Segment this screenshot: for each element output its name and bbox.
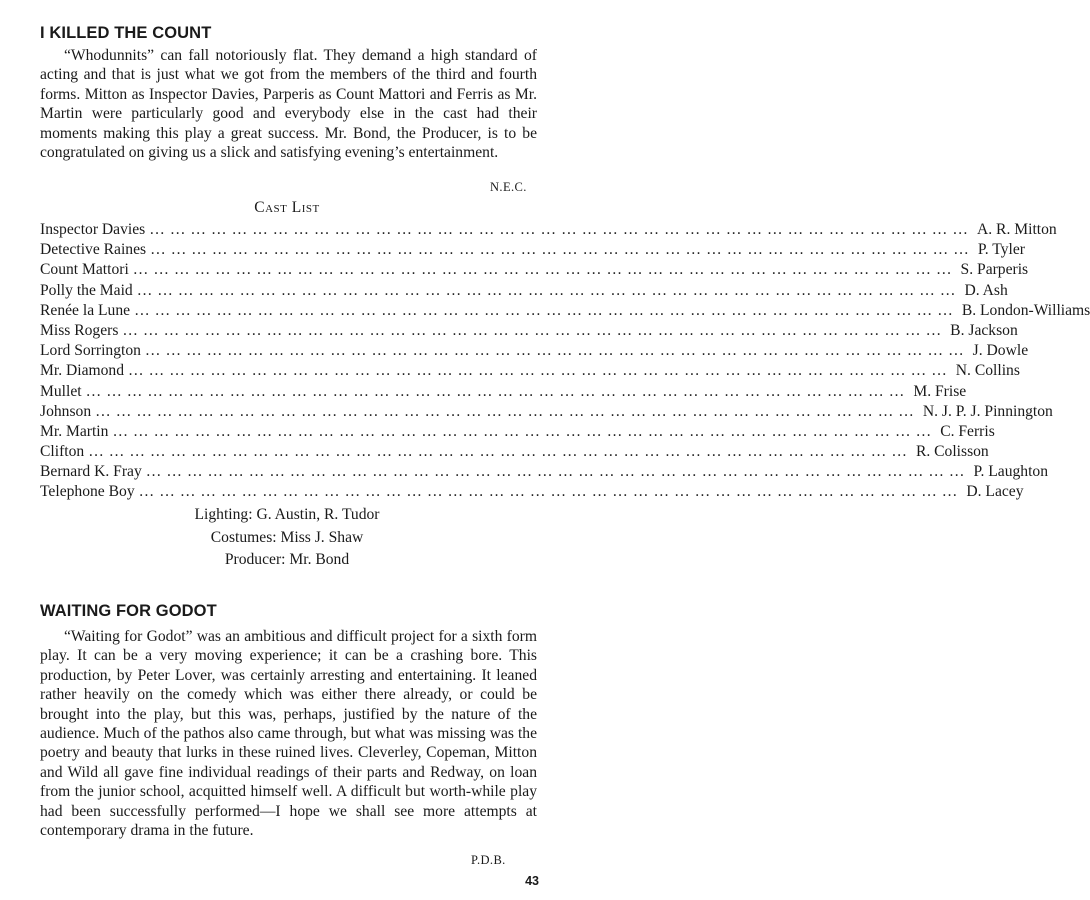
cast-row [40,382,967,403]
leader-dots: ………………………………………………………………………………………………………… [112,422,937,440]
cast-row [40,402,1053,423]
cast-actor: M. Frise [913,382,967,400]
cast-actor: P. Tyler [977,241,1025,259]
leader-dots: ………………………………………………………………………………………………………… [138,483,963,501]
cast-row [40,342,1029,362]
cast-actor: N. Collins [955,362,1020,380]
cast-role: Mr. Diamond [40,362,125,380]
cast-role: Lord Sorrington [40,342,141,360]
cast-role: Renée la Lune [40,301,131,319]
leader-dots: ………………………………………………………………………………………………………… [128,362,952,380]
leader-dots: ………………………………………………………………………………………………………… [144,342,969,360]
cast-list-title: Cast List [254,199,320,216]
cast-role: Detective Raines [40,241,147,259]
leader-dots: ………………………………………………………………………………………………………… [145,463,970,481]
cast-role: Bernard K. Fray [40,463,142,481]
cast-actor: D. Ash [964,281,1008,299]
page-number: 43 [525,874,539,888]
cast-role: Mr. Martin [40,422,109,440]
leader-dots: ………………………………………………………………………………………………………… [134,301,958,319]
cast-actor: B. Jackson [950,321,1018,339]
cast-row [40,281,1008,302]
section-heading-i-killed-the-count: I KILLED THE COUNT [40,24,212,42]
cast-role: Miss Rogers [40,321,119,339]
review-paragraph-count [40,46,537,162]
cast-row [40,261,1029,281]
cast-list [40,221,1090,504]
review-text: “Waiting for Godot” was an ambitious and difficult project for a sixth form play. It can be a very moving experience; it can be a crashing bore. This production, by Peter Lover, was certainly arresting and entertaining. It leaned rather heavily on the comedy which was either there already, or could be brought into the play, but this was, perhaps, justified by the nature of the audience. Much of the pathos also came through, but what was missing was the poetry and beauty that lurks in these ruined lives. Cleverley, Copeman, Mitton and Wild all gave fine individual readings of their parts and Redway, on loan from the junior school, acquitted himself well. A difficult but worth-while play had been successfully performed—I hope we shall see more attempts at contemporary drama in the future. [40,628,537,840]
cast-row [40,301,1090,322]
cast-actor: S. Parperis [960,261,1029,279]
cast-row [40,362,1020,382]
leader-dots: ………………………………………………………………………………………………………… [136,281,961,299]
reviewer-signature: N.E.C. [490,180,527,194]
cast-row [40,221,1057,241]
cast-role: Count Mattori [40,261,129,279]
cast-row [40,422,995,443]
leader-dots: ………………………………………………………………………………………………………… [85,382,910,400]
leader-dots: ………………………………………………………………………………………………………… [132,261,957,279]
cast-actor: N. J. P. J. Pinnington [922,402,1053,420]
review-paragraph-godot [40,627,537,840]
credit-producer: Producer: Mr. Bond [224,551,350,568]
cast-role: Telephone Boy [40,483,135,501]
leader-dots: ………………………………………………………………………………………………………… [122,321,947,339]
reviewer-signature: P.D.B. [471,853,506,867]
cast-row [40,483,1024,503]
cast-actor: R. Colisson [915,443,989,461]
cast-actor: B. London-Williams [961,301,1090,319]
cast-actor: D. Lacey [966,483,1024,501]
cast-role: Clifton [40,443,85,461]
cast-row [40,241,1025,261]
leader-dots: ………………………………………………………………………………………………………… [95,402,919,420]
cast-row [40,321,1018,342]
cast-actor: J. Dowle [972,342,1029,360]
leader-dots: ………………………………………………………………………………………………………… [150,241,974,259]
credit-lighting: Lighting: G. Austin, R. Tudor [194,506,380,523]
leader-dots: ………………………………………………………………………………………………………… [149,221,973,238]
cast-row [40,463,1049,483]
leader-dots: ………………………………………………………………………………………………………… [88,443,912,461]
cast-role: Inspector Davies [40,221,146,238]
cast-actor: A. R. Mitton [976,221,1057,238]
cast-actor: P. Laughton [973,463,1049,481]
review-text: “Whodunnits” can fall notoriously flat. They demand a high standard of acting and that is just what we got from the members of the third and fourth forms. Mitton as Inspector Davies, Parperis as Count Mattori and Ferris as Mr. Martin were particularly good and everybody else in the cast had their moments making this play a great success. Mr. Bond, the Producer, is to be congratulated on giving us a slick and satisfying evening’s entertainment. [40,47,537,162]
credit-costumes: Costumes: Miss J. Shaw [210,529,364,546]
cast-row [40,443,989,463]
cast-role: Johnson [40,402,92,420]
cast-actor: C. Ferris [940,422,995,440]
cast-role: Mullet [40,382,82,400]
section-heading-waiting-for-godot: WAITING FOR GODOT [40,602,217,620]
cast-role: Polly the Maid [40,281,133,299]
